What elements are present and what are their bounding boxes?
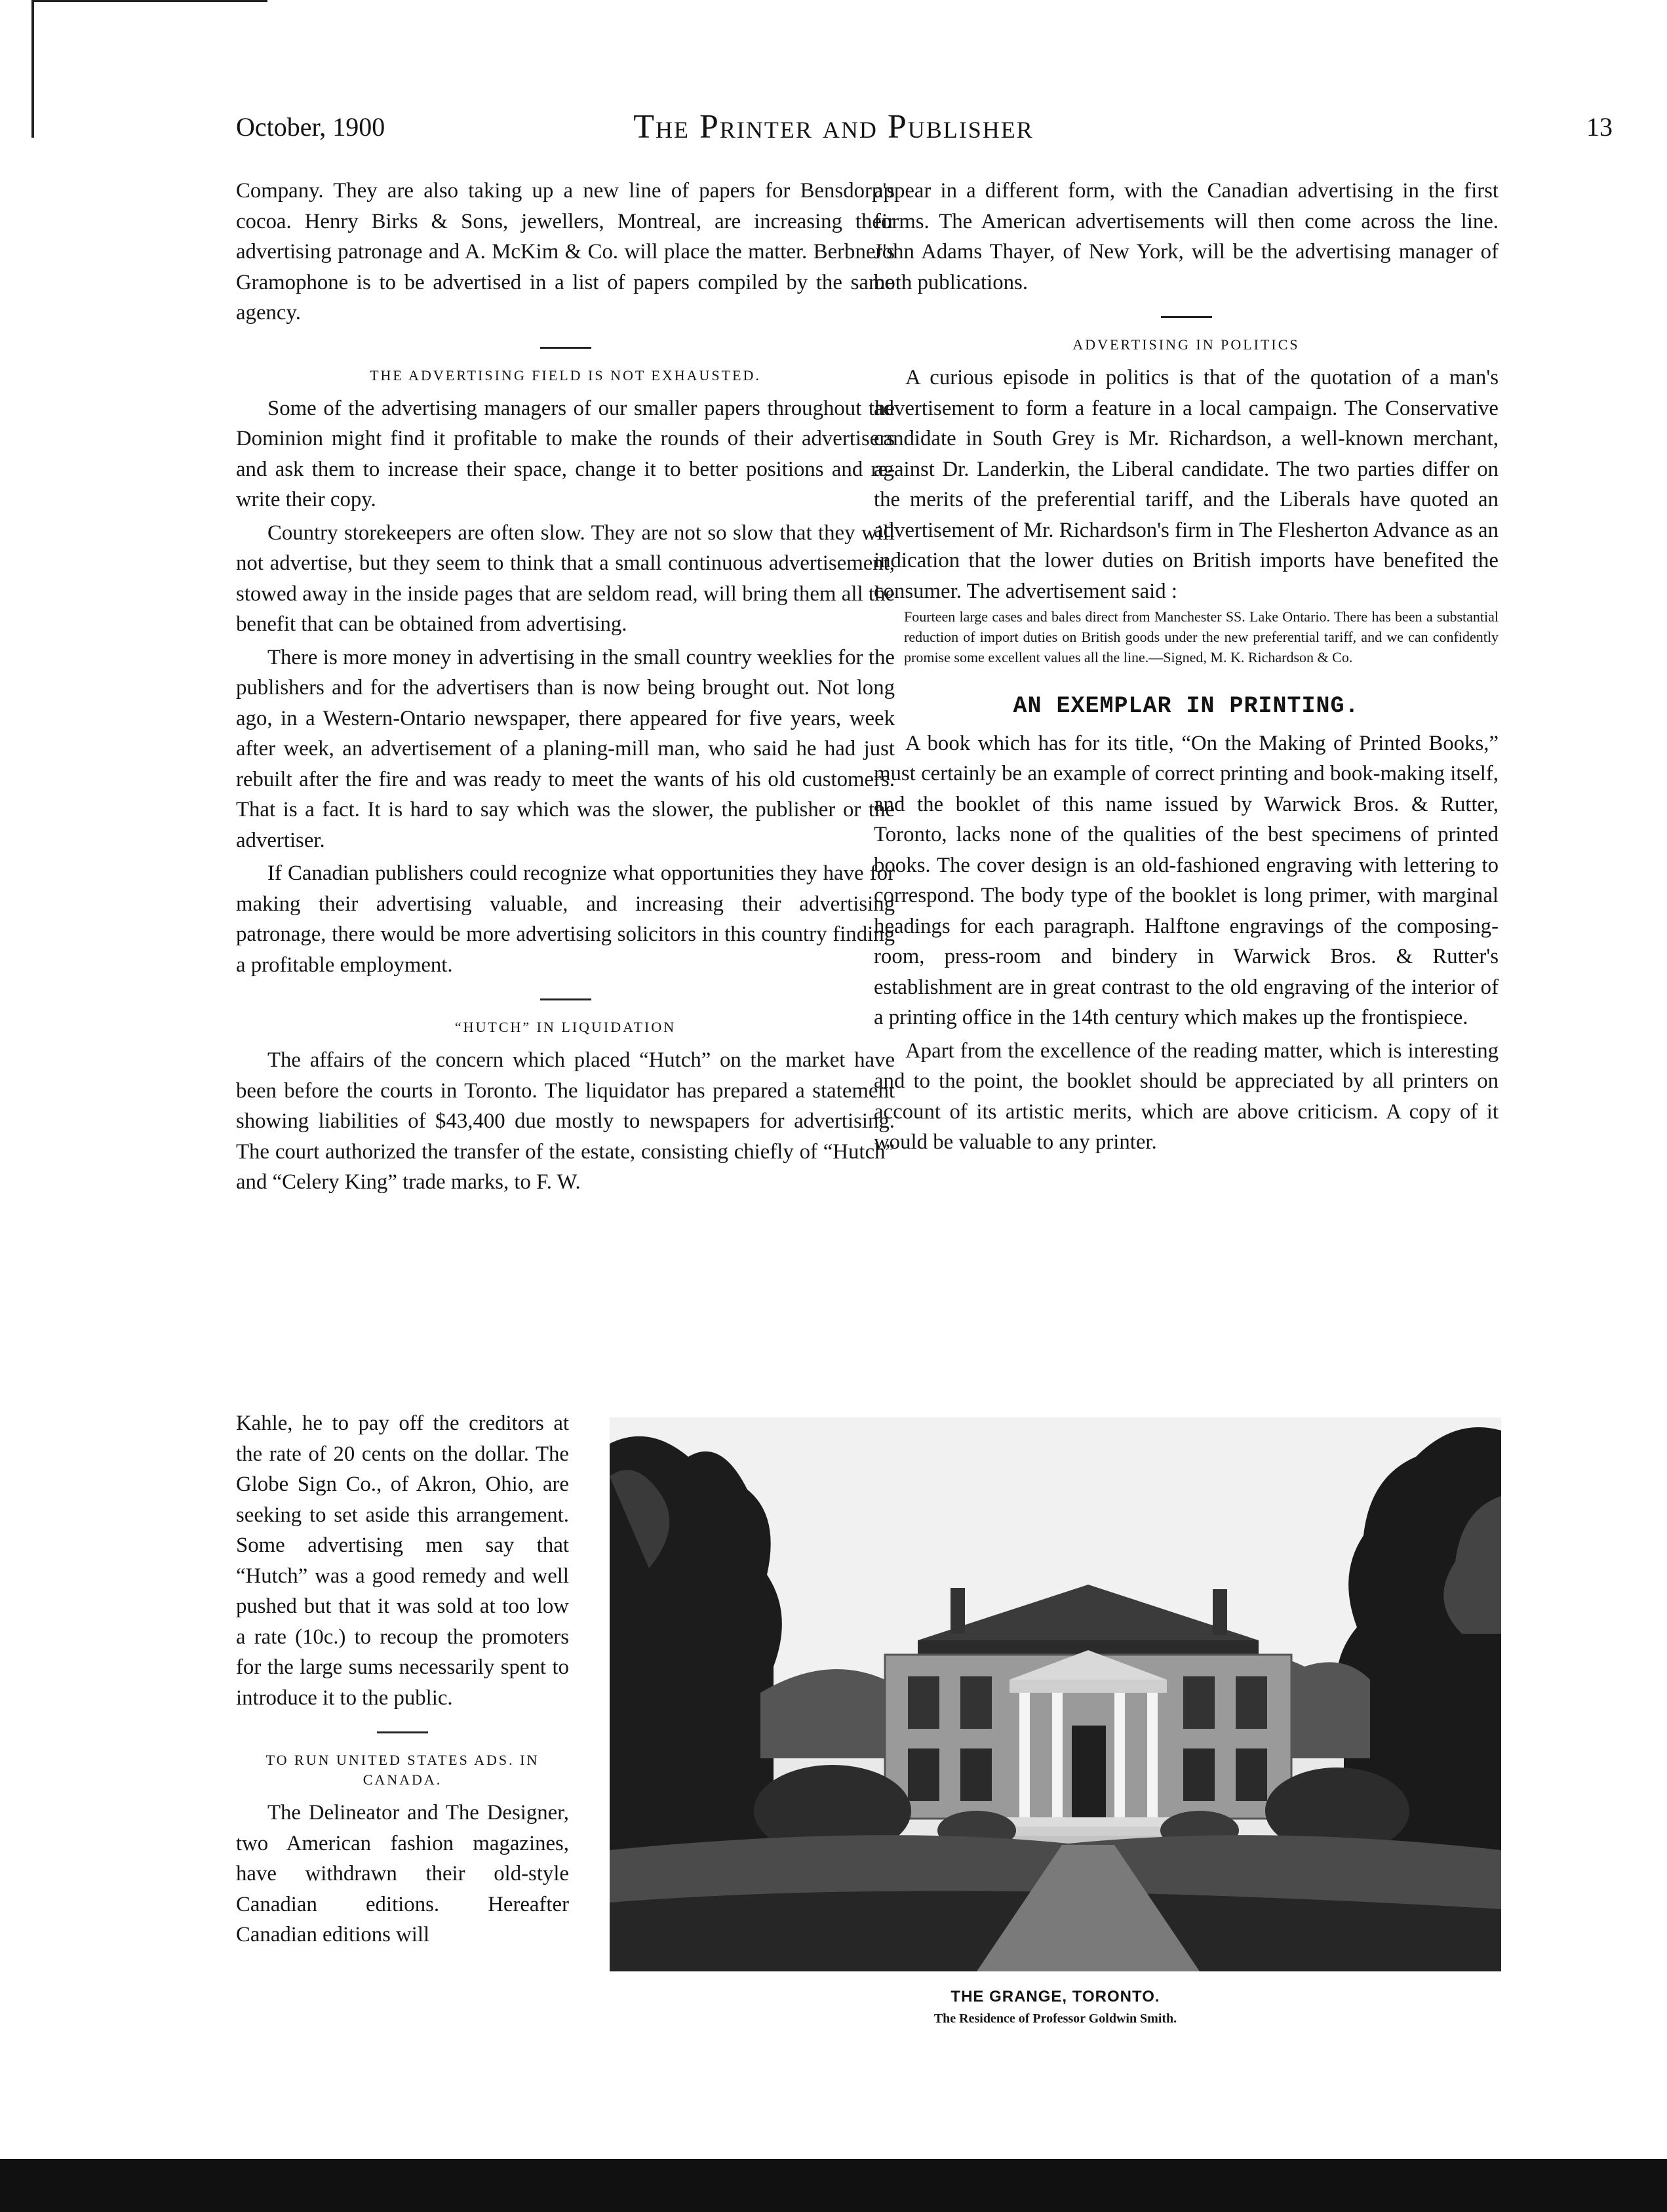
paragraph-exemplar-2: Apart from the excellence of the reading matter, which is interesting and to the point, the booklet should be appreciated by all printers on account of its artistic merits, which are above criticism. A copy of it would be valuable to any printer. [874, 1038, 1499, 1154]
photo-illustration [610, 1417, 1501, 1971]
issue-date: October, 1900 [236, 112, 385, 142]
section-divider [540, 998, 591, 1000]
right-column [874, 176, 1499, 1158]
heading-exemplar: AN EXEMPLAR IN PRINTING. [1013, 693, 1360, 719]
photo-the-grange [610, 1417, 1501, 1971]
page-number: 13 [1586, 112, 1613, 142]
section-divider [540, 347, 591, 349]
heading-hutch-liquidation: “HUTCH” IN LIQUIDATION [454, 1019, 677, 1035]
photo-caption-subtitle: The Residence of Professor Goldwin Smith. [933, 2011, 1177, 2026]
paragraph-field-3: There is more money in advertising in the small country weeklies for the publishers and for the advertisers than is now being brought out. Not long ago, in a Western-Ontario newspaper, there appeared for five years, week after week, an advertisement of a planing-mill man, who said he had just rebuilt after the fire and was ready to meet the wants of his old customers. That is a fact. It is hard to say which was the slower, the publisher or the advertiser. [236, 645, 895, 852]
left-column [236, 176, 895, 1198]
narrow-column [236, 1408, 569, 1950]
running-head [0, 108, 1667, 157]
paragraph-field-2: Country storekeepers are often slow. They are not so slow that they will not advertise, but they seem to think that a small continuous advertisement, stowed away in the inside pages that are seldom read, will bring them all the benefit that can be obtained from advertising. [236, 521, 895, 636]
paragraph-hutch-continued: Kahle, he to pay off the creditors at the rate of 20 cents on the dollar. The Globe Sign Co., of Akron, Ohio, are seeking to set aside this arrangement. Some advertising men say that “Hutch” was a good remedy and well pushed but that it was sold at too low a rate (10c.) to recoup the promoters for the large sums necessarily spent to introduce it to the public. [236, 1412, 569, 1710]
section-divider [377, 1731, 428, 1733]
paragraph-exemplar-1: A book which has for its title, “On the Making of Printed Books,” must certainly be an example of correct printing and book-making itself, and the booklet of this name issued by Warwick Bros. & Rutter, Toronto, lacks none of the qualities of the best specimens of printed books. The cover design is an old-fashioned engraving with lettering to correspond. The body type of the booklet is long primer, with marginal headings for each paragraph. Halftone engravings of the composing-room, press-room and bindery in Warwick Bros. & Rutter's establishment are in great contrast to the old engraving of the interior of a printing office in the 14th century which makes up the frontispiece. [874, 731, 1499, 1029]
photo-caption-title: THE GRANGE, TORONTO. [951, 1988, 1160, 2005]
paragraph-us-ads: The Delineator and The Designer, two American fashion magazines, have withdrawn their old-style Canadian editions. Hereafter Canadian editions will [236, 1801, 569, 1946]
paragraph-hutch: The affairs of the concern which placed “Hutch” on the market have been before the courts in Toronto. The liquidator has prepared a statement showing liabilities of $43,400 due mostly to newspapers for advertising. The court authorized the transfer of the estate, consisting chiefly of “Hutch” and “Celery King” trade marks, to F. W. [236, 1048, 895, 1194]
page-edge-rule-top [31, 0, 267, 2]
heading-politics: ADVERTISING IN POLITICS [1072, 336, 1300, 353]
heading-advertising-field: THE ADVERTISING FIELD IS NOT EXHAUSTED. [370, 366, 761, 384]
section-divider [1161, 316, 1212, 318]
paragraph-field-1: Some of the advertising managers of our smaller papers throughout the Dominion might find it profitable to make the rounds of their advertisers and ask them to increase their space, change it to better positions and re-write their copy. [236, 396, 895, 511]
page-bottom-bar [0, 2159, 1667, 2212]
quoted-advertisement: Fourteen large cases and bales direct from Manchester SS. Lake Ontario. There has been a substantial reduction of import duties on British goods under the new preferential tariff, and we can confidently promise some excellent values all the line.—Signed, M. K. Richardson & Co. [904, 608, 1499, 665]
paragraph-company: Company. They are also taking up a new line of papers for Bensdorp's cocoa. Henry Birks & Sons, jewellers, Montreal, are increasing their advertising patronage and A. McKim & Co. will place the matter. Berbner's Gramophone is to be advertised in a list of papers compiled by the same agency. [236, 179, 895, 325]
heading-us-ads: TO RUN UNITED STATES ADS. IN CANADA. [265, 1752, 539, 1788]
paragraph-field-4: If Canadian publishers could recognize what opportunities they have for making their advertising valuable, and increasing their advertising patronage, there would be more advertising solicitors in this country finding a profitable employment. [236, 861, 895, 977]
paragraph-politics: A curious episode in politics is that of the quotation of a man's advertisement to form a feature in a local campaign. The Conservative candidate in South Grey is Mr. Richardson, a well-known merchant, against Dr. Landerkin, the Liberal candidate. The two parties differ on the merits of the preferential tariff, and the Liberals have quoted an advertisement of Mr. Richardson's firm in The Flesherton Advance as an indication that the lower duties on British imports have benefited the consumer. The advertisement said : [874, 366, 1499, 603]
publication-title: The Printer and Publisher [633, 108, 1034, 146]
paragraph-us-ads-continued: appear in a different form, with the Canadian advertising in the first forms. The American advertisements will then come across the line. John Adams Thayer, of New York, will be the advertising manager of both publications. [874, 179, 1499, 294]
